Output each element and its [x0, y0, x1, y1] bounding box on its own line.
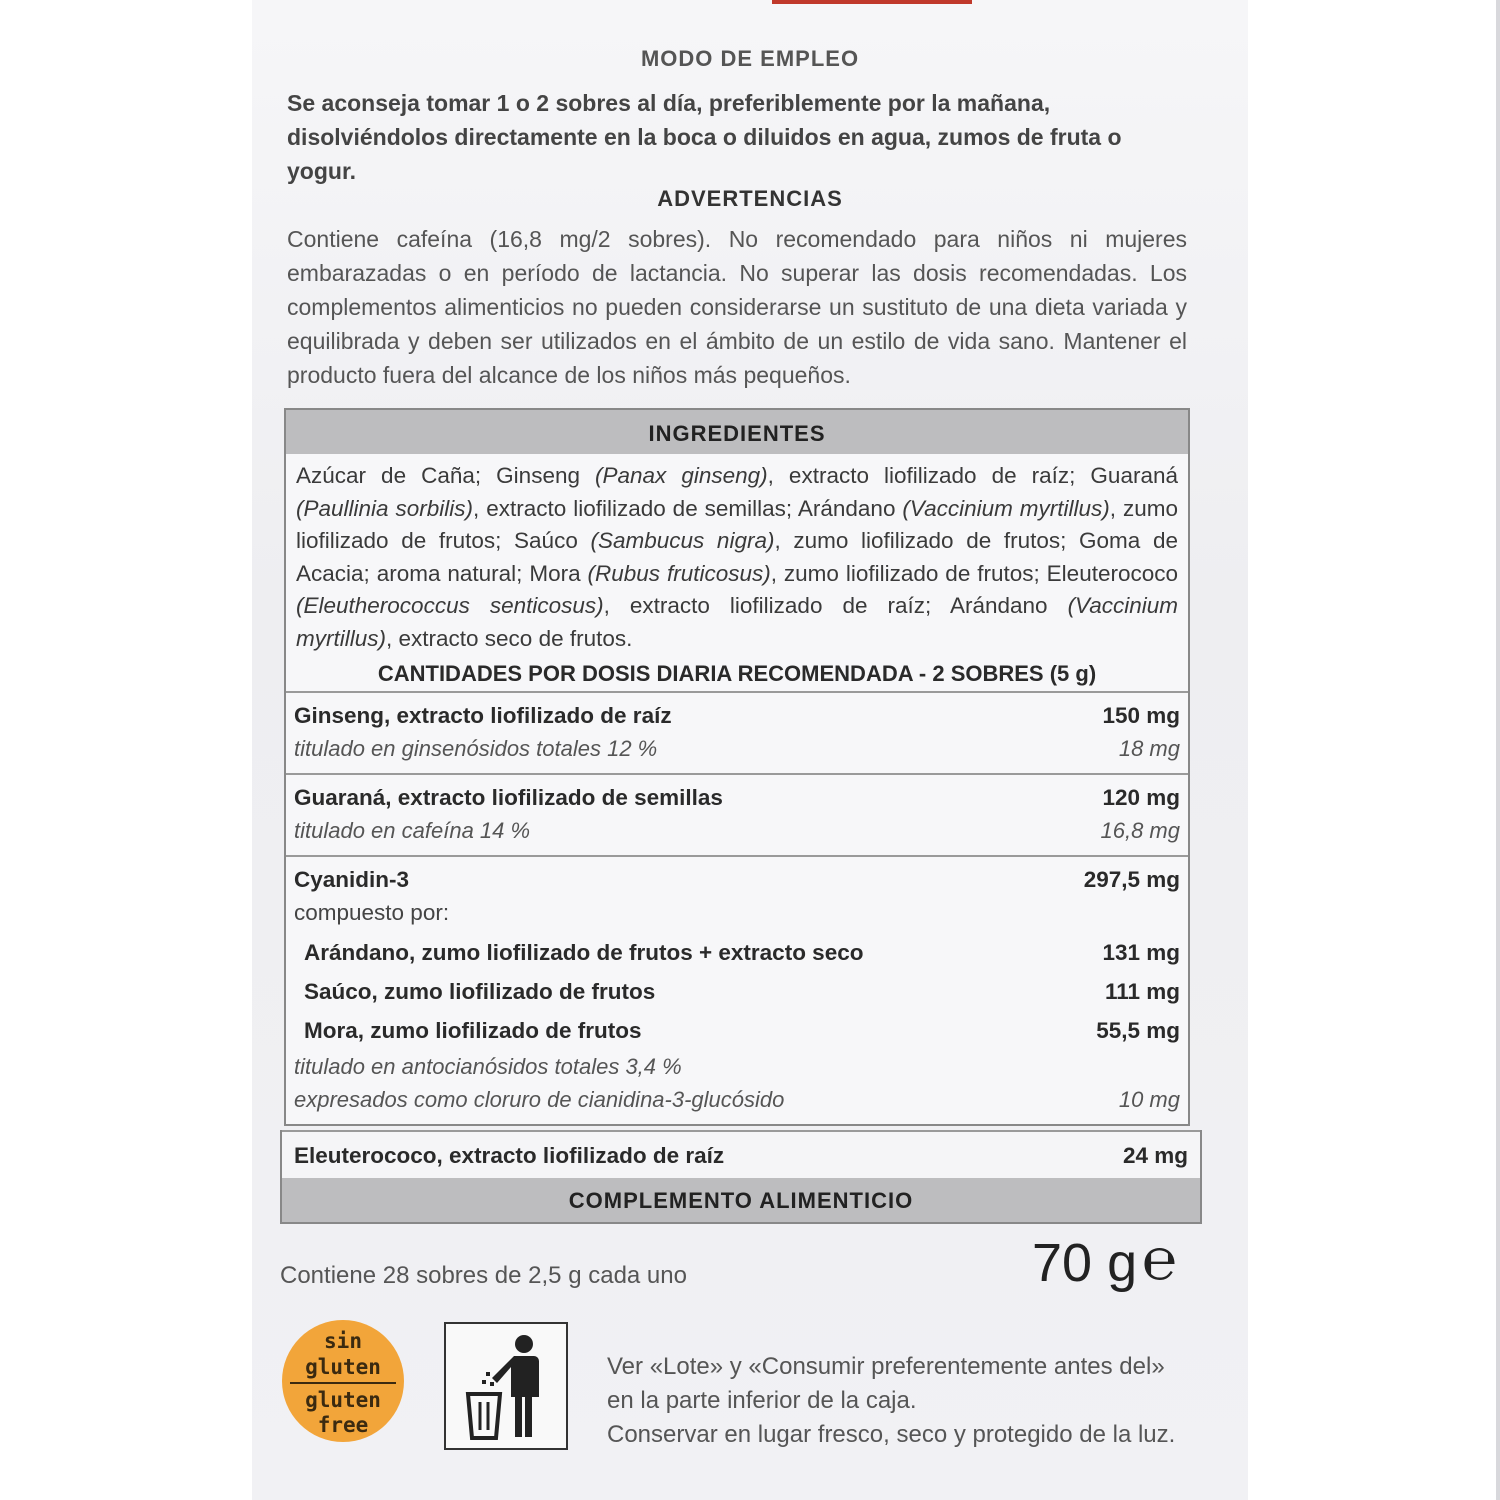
storage-line1: Ver «Lote» y «Consumir preferentemente antes del» [607, 1353, 1165, 1380]
cyanidin-composed: compuesto por: [294, 900, 450, 925]
cyanidin-item-mora-amount: 55,5 mg [1096, 1018, 1180, 1043]
cyanidin-item-arandano-amount: 131 mg [1102, 940, 1180, 965]
table-bottom [280, 1130, 1202, 1224]
usage-text: Se aconseja tomar 1 o 2 sobres al día, preferiblemente por la mañana, disolviéndolos directamente en la boca o diluidos en agua, zumos de fruta o yogur. [287, 90, 1122, 184]
ginseng-name: Ginseng, extracto liofilizado de raíz [294, 703, 672, 728]
ingredient-latin-name: (Eleutherococcus senticosus) [296, 593, 604, 618]
ingredients-text [286, 454, 1188, 655]
storage-text [607, 1350, 1175, 1452]
usage-heading: MODO DE EMPLEO [640, 46, 860, 71]
cyanidin-amount: 297,5 mg [1083, 867, 1180, 892]
guarana-name: Guaraná, extracto liofilizado de semillas [294, 785, 723, 810]
ginseng-sub-amount: 18 mg [1118, 736, 1180, 761]
net-weight: 70 g [1032, 1233, 1138, 1293]
ingredient-text-segment: , zumo liofilizado de frutos; Goma de Acacia; aroma natural; Mora [296, 528, 1178, 586]
badge-line1: sin [324, 1329, 362, 1353]
guarana-row [286, 773, 1188, 855]
panel-edge [1496, 0, 1500, 1500]
cyanidin-sub-amount: 10 mg [1118, 1087, 1180, 1112]
quantities-heading: CANTIDADES POR DOSIS DIARIA RECOMENDADA - 2 SOBRES (5 g) [377, 661, 1097, 686]
warnings-text: Contiene cafeína (16,8 mg/2 sobres). No recomendado para niños ni mujeres embarazadas o en período de lactancia. No superar las dosis recomendadas. Los complementos alimenticios no pueden considerarse un sustituto de una dieta variada y equilibrada y deben ser utilizados en el ámbito de un estilo de vida sano. Mantener el producto fuera del alcance de los niños más pequeños. [287, 226, 1187, 388]
ingredients-table [284, 408, 1190, 1126]
badge-line4: free [317, 1413, 369, 1437]
ingredient-latin-name: (Vaccinium myrtillus) [296, 593, 1179, 651]
ingredient-latin-name: (Paullinia sorbilis) [296, 495, 474, 521]
guarana-sub-amount: 16,8 mg [1100, 818, 1180, 843]
cyanidin-item-arandano: Arándano, zumo liofilizado de frutos + extracto seco [304, 940, 864, 965]
gluten-free-badge [282, 1320, 404, 1442]
eleuterococo-amount: 24 mg [1122, 1142, 1188, 1168]
ingredient-latin-name: (Panax ginseng) [595, 463, 768, 488]
ingredient-text-segment: , extracto liofilizado de raíz; Guaraná [767, 463, 1178, 488]
ginseng-row [286, 691, 1188, 773]
top-red-strip [772, 0, 972, 4]
storage-line3: Conservar en lugar fresco, seco y protegido de la luz. [607, 1421, 1176, 1448]
ingredients-heading: INGREDIENTES [286, 410, 1188, 454]
ingredient-latin-name: (Vaccinium myrtillus) [902, 495, 1110, 521]
ginseng-sub-name: titulado en ginsenósidos totales 12 % [294, 736, 658, 761]
guarana-sub-name: titulado en cafeína 14 % [294, 818, 531, 843]
ingredient-latin-name: (Rubus fruticosus) [587, 560, 771, 586]
package-contents: Contiene 28 sobres de 2,5 g cada uno [280, 1262, 687, 1289]
cyanidin-item-sauco-amount: 111 mg [1104, 979, 1180, 1004]
ingredient-text-segment: , extracto seco de frutos. [386, 625, 633, 651]
cyanidin-row [286, 855, 1188, 1124]
eleuterococo-name: Eleuterococo, extracto liofilizado de raíz [294, 1142, 725, 1168]
badge-line3: gluten [305, 1388, 381, 1412]
ingredient-text-segment: , extracto liofilizado de raíz; Arándano [603, 593, 1068, 618]
cyanidin-item-mora: Mora, zumo liofilizado de frutos [304, 1018, 642, 1043]
cyanidin-sub-line1: titulado en antocianósidos totales 3,4 % [294, 1054, 682, 1079]
warnings-heading: ADVERTENCIAS [657, 186, 843, 211]
cyanidin-sub-line2: expresados como cloruro de cianidina-3-glucósido [294, 1087, 785, 1112]
storage-line2: en la parte inferior de la caja. [607, 1387, 917, 1414]
label-panel [252, 0, 1248, 1500]
ginseng-amount: 150 mg [1102, 703, 1180, 728]
ingredient-latin-name: (Sambucus nigra) [590, 528, 775, 553]
ingredient-text-segment: , zumo liofilizado de frutos; Eleuterococo [770, 560, 1179, 586]
cyanidin-name: Cyanidin-3 [294, 867, 410, 892]
cyanidin-item-sauco: Saúco, zumo liofilizado de frutos [304, 979, 656, 1004]
guarana-amount: 120 mg [1102, 785, 1180, 810]
ingredient-text-segment: , extracto liofilizado de semillas; Arándano [473, 495, 903, 521]
badge-line2: gluten [305, 1355, 381, 1379]
ingredient-text-segment: Azúcar de Caña; Ginseng [296, 463, 596, 488]
tidy-man-recycle-icon [444, 1322, 568, 1450]
estimated-sign-icon: ℮ [1142, 1227, 1177, 1292]
ingredient-text-segment: , zumo liofilizado de frutos; Saúco [296, 495, 1179, 553]
supplement-band: COMPLEMENTO ALIMENTICIO [282, 1178, 1200, 1222]
eleuterococo-row [282, 1130, 1200, 1178]
